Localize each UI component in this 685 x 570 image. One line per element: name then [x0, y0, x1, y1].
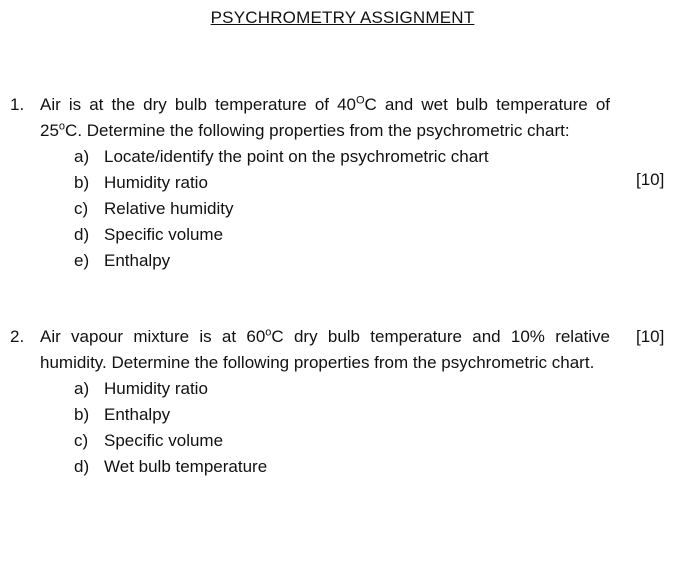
- item-label: Specific volume: [104, 431, 224, 450]
- item-label: Enthalpy: [104, 405, 171, 424]
- question-1: [10, 92, 610, 274]
- item-label: Relative humidity: [104, 199, 234, 218]
- item-letter: b): [74, 173, 90, 192]
- question-text: [40, 324, 610, 376]
- item-label: Locate/identify the point on the psychrometric chart: [104, 147, 489, 166]
- list-item: [74, 144, 610, 170]
- degree-symbol: o: [265, 326, 272, 339]
- item-letter: d): [74, 457, 90, 476]
- question-text-part: C and wet bulb temperature of 25: [40, 95, 611, 140]
- page-title: PSYCHROMETRY ASSIGNMENT: [210, 8, 475, 27]
- item-letter: a): [74, 379, 90, 398]
- item-label: Humidity ratio: [104, 173, 208, 192]
- item-label: Specific volume: [104, 225, 224, 244]
- list-item: [74, 248, 610, 274]
- question-number: 2.: [10, 327, 25, 346]
- marks-label: [10]: [636, 327, 665, 346]
- item-letter: d): [74, 225, 90, 244]
- item-letter: c): [74, 199, 89, 218]
- degree-symbol: O: [355, 94, 365, 107]
- list-item: [74, 402, 610, 428]
- question-text-part: Air is at the dry bulb temperature of 40: [40, 95, 356, 114]
- item-letter: e): [74, 251, 90, 270]
- question-text-part: Air vapour mixture is at 60: [40, 327, 266, 346]
- marks-label: [10]: [636, 170, 665, 189]
- item-letter: c): [74, 431, 89, 450]
- list-item: [74, 376, 610, 402]
- list-item: [74, 454, 610, 480]
- list-item: [74, 170, 610, 196]
- question-text-part: C dry bulb temperature and 10% relative humidity. Determine the following properties from the psychrometric chart.: [40, 327, 610, 372]
- degree-symbol: o: [58, 120, 66, 133]
- sub-question-list: [74, 376, 610, 480]
- item-label: Enthalpy: [104, 251, 171, 270]
- list-item: [74, 196, 610, 222]
- item-letter: a): [74, 147, 90, 166]
- item-label: Wet bulb temperature: [104, 457, 268, 476]
- question-text: [40, 92, 610, 144]
- item-label: Humidity ratio: [104, 379, 208, 398]
- item-letter: b): [74, 405, 90, 424]
- question-2: [10, 324, 610, 480]
- question-number: 1.: [10, 95, 25, 114]
- list-item: [74, 222, 610, 248]
- sub-question-list: [74, 144, 610, 274]
- question-text-part: C. Determine the following properties from the psychrometric chart:: [65, 121, 570, 140]
- list-item: [74, 428, 610, 454]
